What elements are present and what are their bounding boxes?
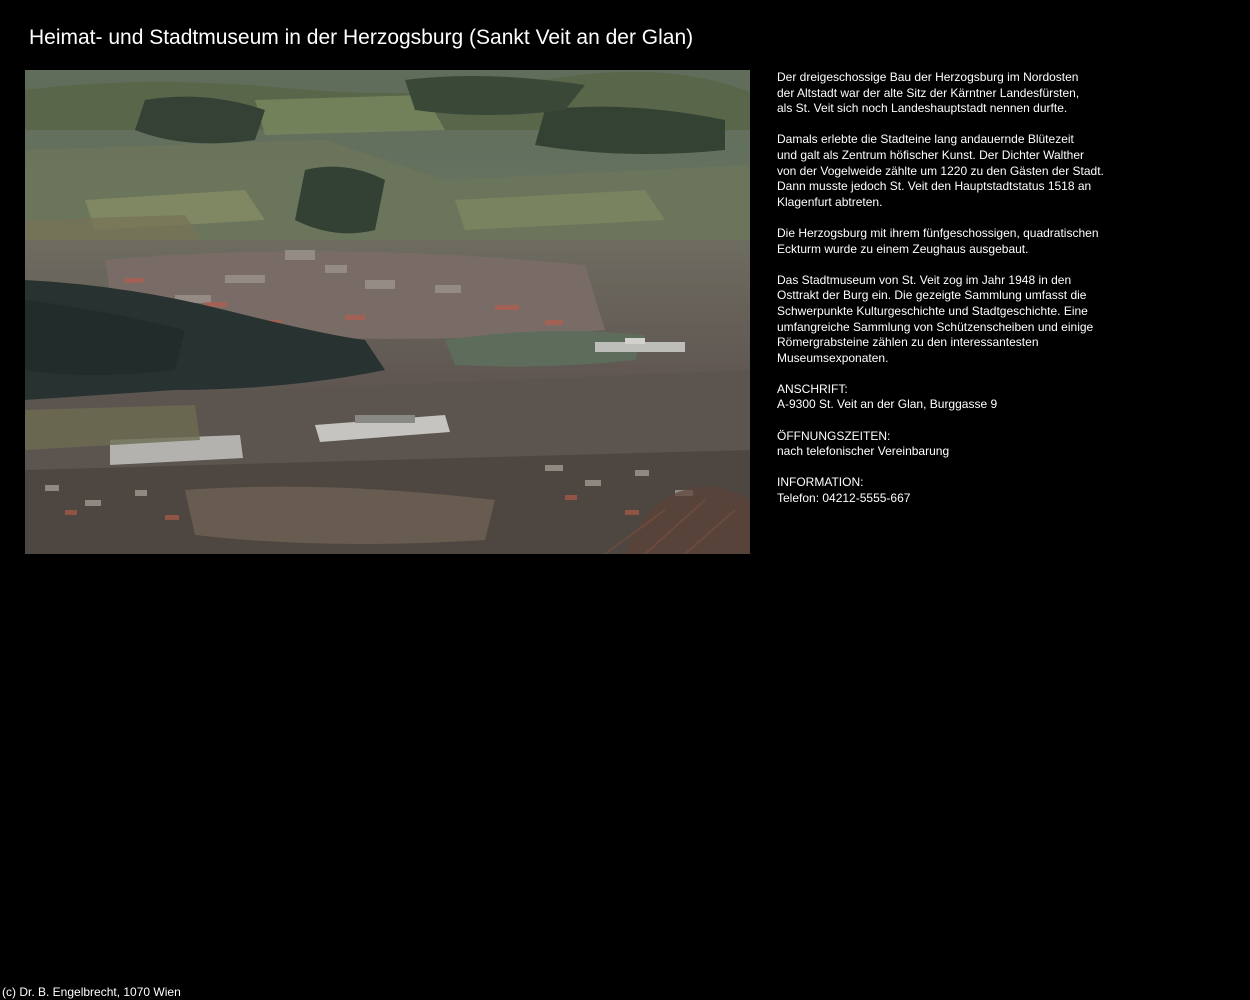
opening-hours-heading: ÖFFNUNGSZEITEN: (777, 428, 891, 443)
description-line: Klagenfurt abtreten. (777, 194, 883, 209)
copyright-footer: (c) Dr. B. Engelbrecht, 1070 Wien (2, 985, 181, 999)
description-line: Das Stadtmuseum von St. Veit zog im Jahr 1948 in den (777, 272, 1072, 287)
description-line: Schwerpunkte Kulturgeschichte und Stadtgeschichte. Eine (777, 303, 1088, 318)
description-line: der Altstadt war der alte Sitz der Kärntner Landesfürsten, (777, 85, 1080, 100)
description-paragraph-museum (777, 273, 1117, 367)
aerial-town-view-image (25, 70, 750, 554)
information-section (777, 475, 1117, 506)
museum-description (777, 70, 1117, 522)
description-line: Damals erlebte die Stadteine lang andauernde Blütezeit (777, 132, 1074, 147)
opening-hours-value: nach telefonischer Vereinbarung (777, 444, 950, 459)
description-line: Die Herzogsburg mit ihrem fünfgeschossigen, quadratischen (777, 225, 1099, 240)
description-line: Museumsexponaten. (777, 350, 889, 365)
landscape-photo (25, 70, 750, 554)
description-paragraph-golden-age (777, 132, 1117, 210)
opening-hours-section (777, 429, 1117, 460)
description-line: als St. Veit sich noch Landeshauptstadt nennen durfte. (777, 101, 1068, 116)
description-line: und galt als Zentrum höfischer Kunst. Der Dichter Walther (777, 147, 1085, 162)
information-heading: INFORMATION: (777, 475, 864, 490)
address-section (777, 382, 1117, 413)
description-line: Dann musste jedoch St. Veit den Hauptstadtstatus 1518 an (777, 179, 1092, 194)
address-heading: ANSCHRIFT: (777, 381, 848, 396)
address-value: A-9300 St. Veit an der Glan, Burggasse 9 (777, 397, 998, 412)
description-line: von der Vogelweide zählte um 1220 zu den Gästen der Stadt. (777, 163, 1104, 178)
description-line: Osttrakt der Burg ein. Die gezeigte Sammlung umfasst die (777, 288, 1087, 303)
description-paragraph-history (777, 70, 1117, 117)
description-line: Der dreigeschossige Bau der Herzogsburg im Nordosten (777, 70, 1079, 84)
page-title: Heimat- und Stadtmuseum in der Herzogsburg (Sankt Veit an der Glan) (29, 26, 694, 49)
description-line: Römergrabsteine zählen zu den interessantesten (777, 335, 1039, 350)
phone-number: Telefon: 04212-5555-667 (777, 491, 911, 506)
description-line: Eckturm wurde zu einem Zeughaus ausgebaut. (777, 241, 1029, 256)
description-paragraph-tower (777, 226, 1117, 257)
description-line: umfangreiche Sammlung von Schützenscheiben und einige (777, 319, 1094, 334)
